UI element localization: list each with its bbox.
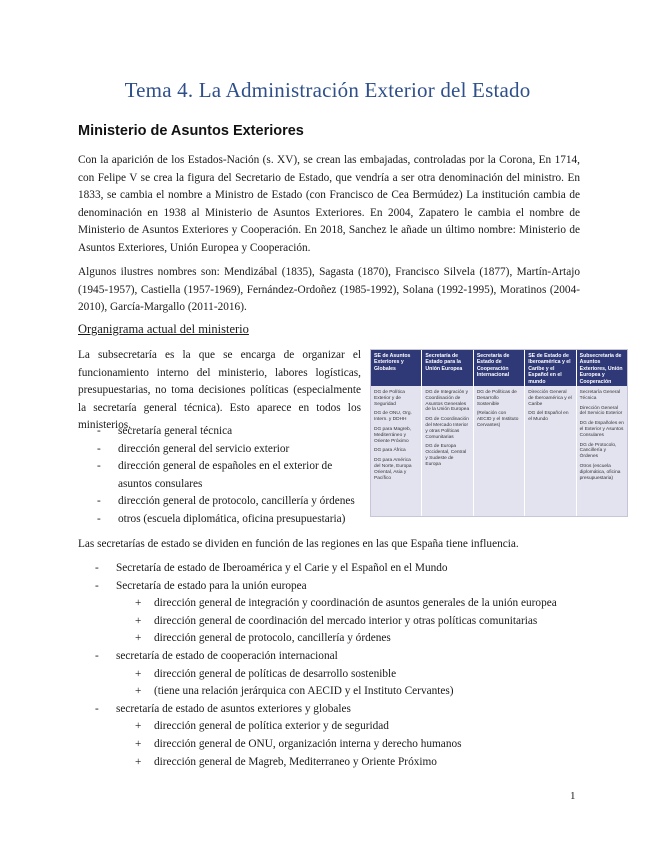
list-item: - dirección general de protocolo, cancillería y órdenes: [118, 493, 363, 511]
org-item: DG de Política Exterior y de Seguridad: [374, 390, 405, 407]
paragraph-secretarias: Las secretarías de estado se dividen en función de las regiones en las que España tiene influencia.: [78, 538, 519, 550]
org-column-head: Secretaría de Estado para la Unión Europea: [422, 350, 472, 386]
org-item: (Relación con AECID y el Instituto Cervantes): [476, 411, 519, 428]
org-column-head: SE de Asuntos Exteriores y Globales: [371, 350, 421, 386]
org-item: DG de Políticas de Desarrollo Sostenible: [476, 390, 517, 407]
list-item: - dirección general del servicio exterior: [118, 441, 363, 459]
paragraph-history: Con la aparición de los Estados-Nación (s. XV), se crean las embajadas, controladas por la Corona, En 1714, con Felipe V se crea la figura del Secretario de Estado, que vendría a ser otra denominación del ministro. En 1833, se cambia el nombre a Ministro de Estado (con Francisco de Cea Bermúdez) La institución cambia de denominación en 1938 al Ministerio de Asuntos Exteriores. En 2004, Zapatero le cambia el nombre de Ministerio de Asuntos Exteriores y Cooperación. En 2018, Sanchez le añade un último nombre: Ministerio de Asuntos Exteriores, Unión Europea y Cooperación.: [78, 154, 580, 254]
org-item: DG para Magreb, Mediterráneo y Oriente Próximo: [374, 426, 412, 444]
org-item: DG de Coordinación del Mercado Interior y otras Políticas Comunitarias: [425, 417, 469, 440]
org-item: DG de Integración y Coordinación de Asuntos Generales de la Unión Europea: [425, 390, 470, 413]
page-number: 1: [570, 790, 576, 802]
org-column: [525, 350, 576, 516]
org-column: [474, 350, 525, 516]
list-item: - secretaría general técnica: [118, 423, 363, 441]
list-item: - secretaría de estado de cooperación internacional: [116, 648, 596, 666]
list-item: - Secretaría de estado de Iberoamérica y el Carie y el Español en el Mundo: [116, 560, 596, 578]
secretarias-list: [116, 560, 596, 771]
list-item: - dirección general de españoles en el exterior de asuntos consulares: [118, 458, 363, 493]
list-item: + dirección general de coordinación del mercado interior y otras políticas comunitarias: [154, 613, 596, 631]
org-item: Secretaría General Técnica: [579, 390, 621, 401]
org-item: DG para África: [374, 448, 406, 454]
org-item: DG de Españoles en el Exterior y Asuntos Consulares: [579, 421, 624, 438]
list-item: - otros (escuela diplomática, oficina presupuestaria): [118, 511, 363, 529]
paragraph-names: Algunos ilustres nombres son: Mendizábal (1835), Sagasta (1870), Francisco Silvela (1877), Martín-Artajo (1945-1957), Castiella (1957-1969), Fernández-Ordoñez (1985-1992), Solana (1992-1995), Moratinos (2004-2010), García-Margallo (2011-2016).: [78, 266, 580, 314]
org-column: [422, 350, 473, 516]
org-item: DG del Español en el Mundo: [528, 411, 569, 423]
org-column-head: SE de Estado de Iberoamérica y el Caribe y el Español en el mundo: [525, 350, 575, 386]
org-column: [577, 350, 627, 516]
section-heading: Ministerio de Asuntos Exteriores: [78, 123, 304, 139]
list-item: - Secretaría de estado para la unión europea: [116, 578, 596, 596]
org-item: DG de ONU, Org. Intern. y DDHH: [374, 411, 412, 423]
list-item: - secretaría de estado de asuntos exteriores y globales: [116, 701, 596, 719]
org-item: DG para América del Norte, Europa Oriental, Asia y Pacífico: [374, 458, 412, 481]
org-item: Dirección General del Servicio Exterior: [579, 405, 623, 417]
org-item: Otros (escuela diplomática, oficina presupuestaria): [579, 463, 621, 481]
list-item: + dirección general de protocolo, cancillería y órdenes: [154, 630, 596, 648]
org-column: [371, 350, 422, 516]
org-chart-image: [370, 349, 628, 517]
list-item: + (tiene una relación jerárquica con AECID y el Instituto Cervantes): [154, 683, 596, 701]
org-column-head: Subsecretaría de Asuntos Exteriores, Unión Europea y Cooperación: [577, 350, 627, 386]
list-item: + dirección general de políticas de desarrollo sostenible: [154, 666, 596, 684]
list-item: + dirección general de ONU, organización interna y derecho humanos: [154, 736, 596, 754]
org-chart-heading: Organigrama actual del ministerio: [78, 322, 249, 336]
org-column-head: Secretaría de Estado de Cooperación Internacional: [474, 350, 524, 386]
org-item: DG de Protocolo, Cancillería y Órdenes: [579, 442, 617, 460]
org-item: DG de Europa Occidental, Central y Sudeste de Europa: [425, 444, 467, 467]
org-item: Dirección General de Iberoamérica y el Caribe: [528, 390, 572, 407]
page-title: Tema 4. La Administración Exterior del Estado: [124, 78, 531, 102]
list-item: + dirección general de política exterior y de seguridad: [154, 718, 596, 736]
paragraph-subsecretaria: La subsecretaría es la que se encarga de organizar el funcionamiento interno del ministerio, labores logísticas, presupuestarias, no toma decisiones políticas (especialmente la secretaría general técnica). Esto aparece en todos los ministerios.: [78, 349, 361, 432]
subsecretaria-list: [118, 423, 363, 529]
list-item: + dirección general de Magreb, Mediterraneo y Oriente Próximo: [154, 754, 596, 772]
list-item: + dirección general de integración y coordinación de asuntos generales de la unión europea: [154, 595, 596, 613]
